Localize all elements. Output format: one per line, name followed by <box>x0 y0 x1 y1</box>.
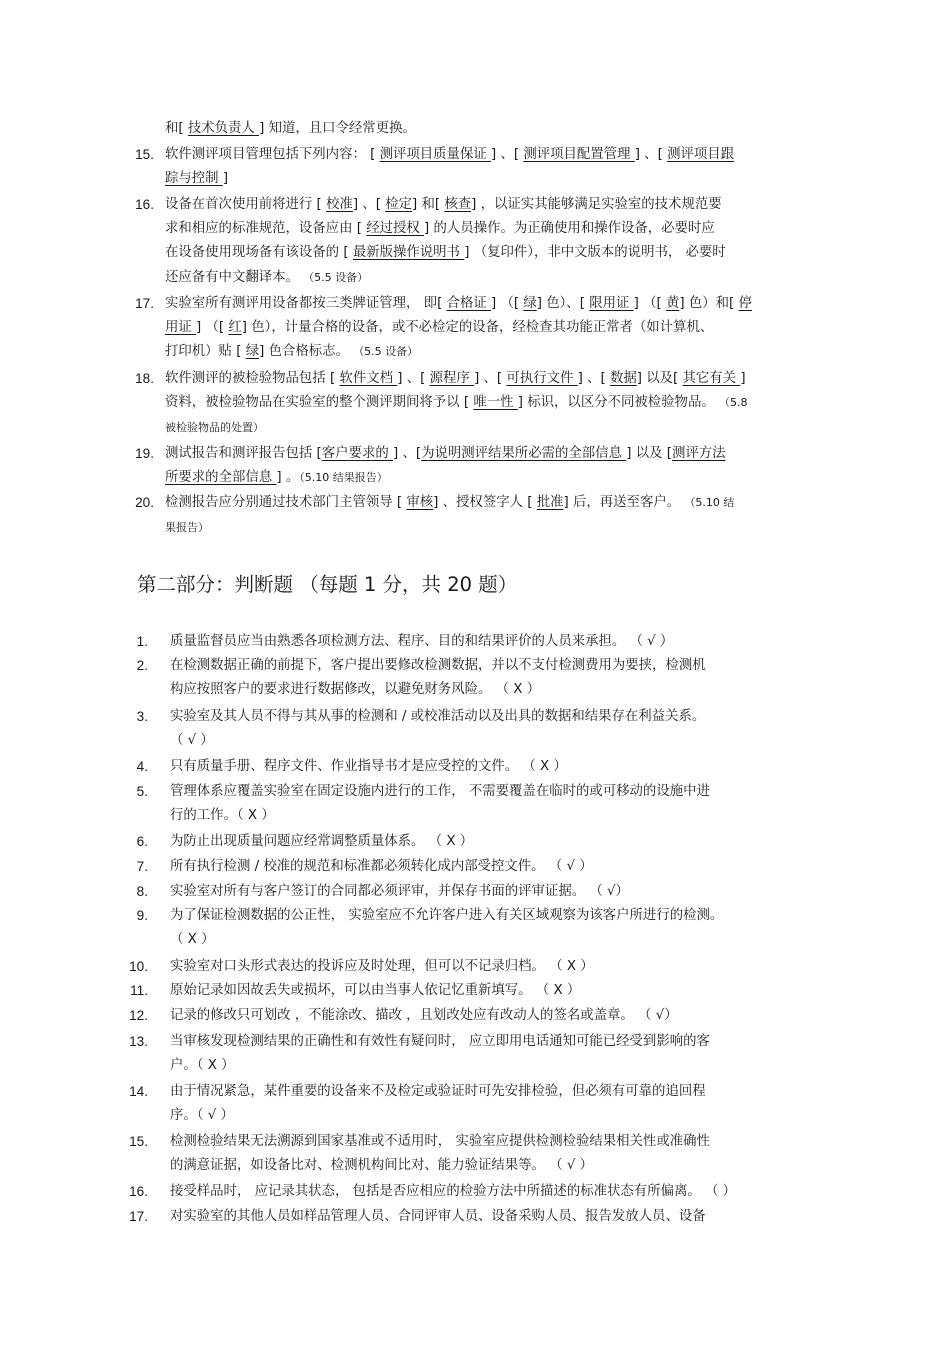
answer-blank: 测评项目跟 <box>667 147 735 162</box>
answer-blank: 黄 <box>665 296 680 311</box>
answer-blank: 技术负责人 <box>187 121 260 136</box>
question-text <box>170 680 540 699</box>
question-text <box>170 857 593 876</box>
question-number: 16. <box>135 197 154 212</box>
question-number: 6. <box>136 834 148 849</box>
text-segment: ] （[ <box>633 296 666 311</box>
question-text <box>165 145 734 164</box>
text-segment: 行的工作。（ X ） <box>170 808 275 823</box>
text-segment: 原始记录如因故丢失或损坏，可以由当事人依记忆重新填写。 （ X ） <box>170 983 581 998</box>
question-text <box>170 1207 706 1226</box>
question-number: 7. <box>136 859 148 874</box>
question-number: 9. <box>136 908 148 923</box>
question-text <box>170 882 629 901</box>
text-segment: ] 后，再送至客户。 <box>563 495 685 510</box>
question-text <box>170 1132 710 1151</box>
answer-blank: 最新版操作说明书 <box>352 245 465 260</box>
answer-blank: 测评项目配置管理 <box>523 147 635 162</box>
text-segment: ] 。 <box>276 470 300 485</box>
text-segment: ] 、[ <box>577 371 610 386</box>
answer-blank: 用证 <box>165 320 197 335</box>
text-segment: ] 、授权签字人 [ <box>433 495 537 510</box>
text-segment: 构应按照客户的要求进行数据修改，以避免财务风险。 （ X ） <box>170 682 541 697</box>
question-text <box>170 757 567 776</box>
question-text <box>170 1106 234 1125</box>
answer-blank: 检定 <box>385 197 412 212</box>
answer-blank: 数据 <box>610 371 637 386</box>
question-number: 8. <box>136 884 148 899</box>
question-number: 17. <box>135 296 154 311</box>
clause-reference: （5.8 <box>719 396 748 409</box>
text-segment: 为了保证检测数据的公正性， 实验室应不允许客户进入有关区域观察为该客户所进行的检测。 <box>170 908 724 923</box>
text-segment: 资料，被检验物品在实验室的整个测评期间将予以 [ <box>165 395 474 410</box>
question-text <box>170 981 580 1000</box>
question-number: 3. <box>136 709 148 724</box>
question-text <box>165 518 209 537</box>
text-segment: 实验室对所有与客户签订的合同都必须评审，并保存书面的评审证据。 （ √） <box>170 884 629 899</box>
question-text <box>165 195 722 214</box>
text-segment: 质量监督员应当由熟悉各项检测方法、程序、目的和结果评价的人员来承担。 （ √ ） <box>170 634 674 649</box>
question-text <box>165 243 726 262</box>
question-text <box>165 268 368 287</box>
text-segment: ] 以及[ <box>636 371 683 386</box>
answer-blank: 绿 <box>245 344 260 359</box>
text-segment: ] 、[ <box>352 197 386 212</box>
question-text <box>165 219 715 238</box>
text-segment: ] ，以证实其能够满足实验室的技术规范要 <box>471 197 722 212</box>
answer-blank: 经过授权 <box>366 221 425 236</box>
clause-reference: （5.10 结 <box>684 496 735 509</box>
text-segment: 还应备有中文翻译本。 <box>165 270 304 285</box>
answer-blank: 绿 <box>523 296 537 311</box>
answer-blank: 校准 <box>326 197 353 212</box>
answer-blank: 测评项目质量保证 <box>379 147 491 162</box>
answer-blank: 唯一性 <box>473 395 518 410</box>
text-segment: 由于情况紧急，某件重要的设备来不及检定或验证时可先安排检验，但必须有可靠的追回程 <box>170 1084 706 1099</box>
question-text <box>170 930 214 949</box>
question-number: 5. <box>136 784 148 799</box>
question-text <box>170 707 705 726</box>
text-segment: ] 以及 [ <box>626 446 672 461</box>
question-text <box>170 806 275 825</box>
answer-blank: 为说明测评结果所必需的全部信息 <box>421 446 627 461</box>
question-text <box>165 119 416 138</box>
question-text <box>165 369 746 388</box>
question-text <box>170 906 723 925</box>
question-text <box>165 318 713 337</box>
question-text <box>165 418 264 437</box>
question-text <box>170 731 214 750</box>
question-text <box>170 1182 736 1201</box>
text-segment: 接受样品时， 应记录其状态， 包括是否应相应的检验方法中所描述的标准状态有所偏离。 （ ） <box>170 1184 737 1199</box>
question-number: 18. <box>135 371 154 386</box>
text-segment: ] 标识，以区分不同被检验物品。 <box>517 395 719 410</box>
question-number: 15. <box>129 1134 148 1149</box>
text-segment: 软件测评项目管理包括下列内容： [ <box>165 147 380 162</box>
text-segment: ] 色合格标志。 <box>259 344 354 359</box>
text-segment: ] 、[ <box>474 371 507 386</box>
answer-blank: 红 <box>228 320 242 335</box>
answer-blank: 测评方法 <box>671 446 726 461</box>
text-segment: 的满意证据，如设备比对、检测机构间比对、能力验证结果等。 （ √ ） <box>170 1158 594 1173</box>
clause-reference: 被检验物品的处置） <box>165 421 264 434</box>
answer-blank: 合格证 <box>446 296 491 311</box>
question-number: 20. <box>135 495 154 510</box>
question-text <box>165 468 388 487</box>
text-segment: 在检测数据正确的前提下，客户提出要修改检测数据，并以不支付检测费用为要挟，检测机 <box>170 658 706 673</box>
text-segment: ] 色）、[ <box>536 296 590 311</box>
clause-reference: 果报告） <box>165 521 209 534</box>
question-number: 13. <box>129 1034 148 1049</box>
question-number: 14. <box>129 1084 148 1099</box>
text-segment: 和[ <box>165 121 188 136</box>
text-segment: 户。（ X ） <box>170 1058 235 1073</box>
answer-blank: 其它有关 <box>682 371 741 386</box>
text-segment: （ X ） <box>170 932 215 947</box>
text-segment: ] 知道，且口令经常更换。 <box>259 121 416 136</box>
question-text <box>170 1156 593 1175</box>
answer-blank: 审核 <box>406 495 434 510</box>
text-segment: ] 色）和[ <box>679 296 739 311</box>
question-text <box>165 393 748 412</box>
question-number: 4. <box>136 759 148 774</box>
text-segment: ] 、[ <box>397 371 430 386</box>
text-segment: 打印机）贴 [ <box>165 344 246 359</box>
question-number: 17. <box>129 1209 148 1224</box>
question-text <box>165 493 734 512</box>
text-segment: ] <box>740 371 746 386</box>
question-number: 2. <box>136 658 148 673</box>
text-segment: 当审核发现检测结果的正确性和有效性有疑问时， 应立即用电话通知可能已经受到影响的客 <box>170 1034 710 1049</box>
text-segment: 实验室对口头形式表达的投诉应及时处理，但可以不记录归档。 （ X ） <box>170 959 594 974</box>
answer-blank: 停 <box>738 296 752 311</box>
text-segment: ] 、[ <box>491 147 524 162</box>
text-segment: ] <box>222 171 229 186</box>
question-number: 16. <box>129 1184 148 1199</box>
question-text <box>165 169 228 188</box>
text-segment: 序。（ √ ） <box>170 1108 234 1123</box>
answer-blank: 核查 <box>444 197 472 212</box>
text-segment: ] （复印件），非中文版本的说明书， 必要时 <box>464 245 726 260</box>
question-text <box>165 294 752 313</box>
question-number: 1. <box>136 634 148 649</box>
text-segment: ] 、[ <box>634 147 668 162</box>
answer-blank: 客户要求的 <box>321 446 393 461</box>
clause-reference: （5.5 设备） <box>353 345 419 358</box>
text-segment: 管理体系应覆盖实验室在固定设施内进行的工作， 不需要覆盖在临时的或可移动的设施中进 <box>170 784 710 799</box>
text-segment: 为防止出现质量问题应经常调整质量体系。 （ X ） <box>170 834 474 849</box>
text-segment: 检测报告应分别通过技术部门主管领导 [ <box>165 495 407 510</box>
text-segment: 所有执行检测 / 校准的规范和标准都必须转化成内部受控文件。 （ √ ） <box>170 859 593 874</box>
answer-blank: 限用证 <box>589 296 634 311</box>
text-segment: 检测检验结果无法溯源到国家基准或不适用时， 实验室应提供检测检验结果相关性或准确性 <box>170 1134 710 1149</box>
question-text <box>170 1056 235 1075</box>
question-text <box>170 1082 706 1101</box>
text-segment: 记录的修改只可划改 ，不能涂改、描改 ，且划改处应有改动人的签名或盖章。 （ √） <box>170 1008 678 1023</box>
question-number: 15. <box>135 147 154 162</box>
text-segment: （ √ ） <box>170 733 214 748</box>
text-segment: 只有质量手册、程序文件、作业指导书才是应受控的文件。 （ X ） <box>170 759 567 774</box>
clause-reference: （5.10 结果报告） <box>299 471 388 484</box>
answer-blank: 踪与控制 <box>165 171 223 186</box>
text-segment: ] 的人员操作。为正确使用和操作设备，必要时应 <box>424 221 715 236</box>
text-segment: ] （[ <box>491 296 524 311</box>
text-segment: 测试报告和测评报告包括 [ <box>165 446 322 461</box>
question-number: 12. <box>129 1008 148 1023</box>
question-number: 11. <box>130 983 148 998</box>
text-segment: 对实验室的其他人员如样品管理人员、合同评审人员、设备采购人员、报告发放人员、设备 <box>170 1209 706 1224</box>
text-segment: ] （[ <box>196 320 229 335</box>
answer-blank: 可执行文件 <box>506 371 578 386</box>
text-segment: 软件测评的被检验物品包括 [ <box>165 371 340 386</box>
question-text <box>170 957 594 976</box>
answer-blank: 所要求的全部信息 <box>165 470 277 485</box>
text-segment: 实验室所有测评用设备都按三类牌证管理， 即[ <box>165 296 447 311</box>
question-number: 19. <box>135 446 154 461</box>
answer-blank: 源程序 <box>429 371 475 386</box>
text-segment: ] 色），计量合格的设备，或不必检定的设备，经检查其功能正常者（如计算机、 <box>241 320 714 335</box>
clause-reference: （5.5 设备） <box>303 271 369 284</box>
text-segment: ] 、[ <box>393 446 422 461</box>
question-number: 10. <box>129 959 148 974</box>
text-segment: 实验室及其人员不得与其从事的检测和 / 或校准活动以及出具的数据和结果存在利益关系。 <box>170 709 706 724</box>
question-text <box>165 342 418 361</box>
answer-blank: 批准 <box>536 495 564 510</box>
question-text <box>170 782 710 801</box>
question-text <box>170 832 473 851</box>
text-segment: 求和相应的标准规范，设备应由 [ <box>165 221 367 236</box>
question-text <box>170 632 673 651</box>
answer-blank: 软件文档 <box>339 371 398 386</box>
question-text <box>170 1006 678 1025</box>
text-segment: 在设备使用现场备有该设备的 [ <box>165 245 353 260</box>
question-text <box>165 444 726 463</box>
question-text <box>170 1032 710 1051</box>
question-text <box>170 656 706 675</box>
text-segment: 设备在首次使用前将进行 [ <box>165 197 327 212</box>
section-heading: 第二部分：判断题 （每题 1 分，共 20 题） <box>137 573 518 596</box>
text-segment: ] 和[ <box>411 197 445 212</box>
